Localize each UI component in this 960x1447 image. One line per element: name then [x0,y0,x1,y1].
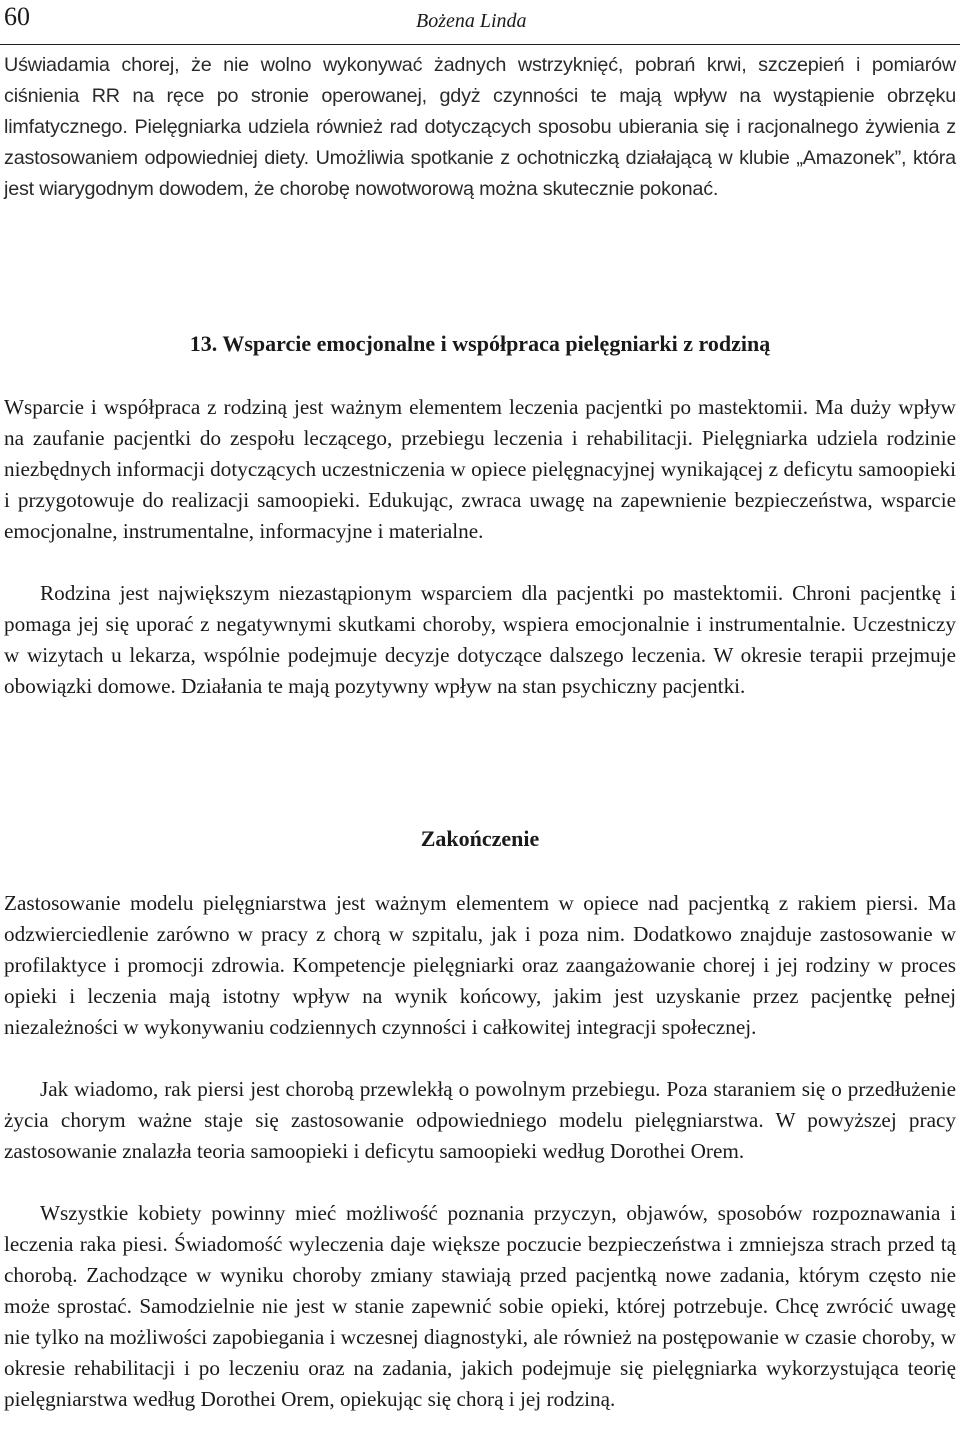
intro-paragraph: Uświadamia chorej, że nie wolno wykonywać żadnych wstrzyknięć, pobrań krwi, szczepień i pomiarów ciśnienia RR na ręce po stronie operowanej, gdyż czynności te mają wpływ na wystąpienie obrzęku limfatycznego. Pielęgniarka udziela również rad dotyczących sposobu ubierania się i racjonalnego żywienia z zastosowaniem odpowiedniej diety. Umożliwia spotkanie z ochotniczką działającą w klubie „Amazonek”, która jest wiarygodnym dowodem, że chorobę nowotworową można skutecznie pokonać. [4,54,956,200]
conclusion-paragraph-2: Jak wiadomo, rak piersi jest chorobą przewlekłą o powolnym przebiegu. Poza staraniem się o przedłużenie życia chorym ważne staje się zastosowanie odpowiedniego modelu pielęgniarstwa. W powyższej pracy zastosowanie znalazła teoria samoopieki i deficytu samoopieki według Dorothei Orem. [4,1077,956,1163]
conclusion-paragraph-1: Zastosowanie modelu pielęgniarstwa jest ważnym elementem w opiece nad pacjentką z rakiem piersi. Ma odzwierciedlenie zarówno w pracy z chorą w szpitalu, jak i poza nim. Dodatkowo znajduje zastosowanie w profilaktyce i promocji zdrowia. Kompetencje pielęgniarki oraz zaangażowanie chorej i jej rodziny w proces opieki i leczenia mają istotny wpływ na wynik końcowy, jakim jest uzyskanie przez pacjentkę pełnej niezależności w wykonywaniu codziennych czynności i całkowitej integracji społecznej. [4,891,956,1039]
section-13-heading: 13. Wsparcie emocjonalne i współpraca pielęgniarki z rodziną [189,331,771,356]
page-number: 60 [4,2,30,31]
conclusion-paragraph-3: Wszystkie kobiety powinny mieć możliwość poznania przyczyn, objawów, sposobów rozpoznawania i leczenia raka piesi. Świadomość wyleczenia daje większe poczucie bezpieczeństwa i zmniejsza strach przed tą chorobą. Zachodzące w wyniku choroby zmiany stawiają przed pacjentką nowe zadania, którym często nie może sprostać. Samodzielnie nie jest w stanie zapewnić sobie opieki, której potrzebuje. Chcę zwrócić uwagę nie tylko na możliwości zapobiegania i wczesnej diagnostyki, ale również na postępowanie w czasie choroby, w okresie rehabilitacji i po leczeniu oraz na zadania, jakich podejmuje się pielęgniarka wykorzystująca teorię pielęgniarstwa według Dorothei Orem, opiekując się chorą i jej rodziną. [4,1201,956,1411]
page-header [0,0,960,45]
running-head-author: Bożena Linda [416,10,527,32]
section-13-paragraph-1: Wsparcie i współpraca z rodziną jest ważnym elementem leczenia pacjentki po mastektomii. Ma duży wpływ na zaufanie pacjentki do zespołu leczącego, przebiegu leczenia i rehabilitacji. Pielęgniarka udziela rodzinie niezbędnych informacji dotyczących uczestniczenia w opiece pielęgnacyjnej wynikającej z deficytu samoopieki i przygotowuje do realizacji samoopieki. Edukując, zwraca uwagę na zapewnienie bezpieczeństwa, wsparcie emocjonalne, instrumentalne, informacyjne i materialne. [4,395,956,543]
section-13-paragraph-2: Rodzina jest największym niezastąpionym wsparciem dla pacjentki po mastektomii. Chroni pacjentkę i pomaga jej się uporać z negatywnymi skutkami choroby, wspiera emocjonalnie i instrumentalnie. Uczestniczy w wizytach u lekarza, wspólnie podejmuje decyzje dotyczące dalszego leczenia. W okresie terapii przejmuje obowiązki domowe. Działania te mają pozytywny wpływ na stan psychiczny pacjentki. [4,581,956,698]
conclusion-heading: Zakończenie [420,826,540,851]
